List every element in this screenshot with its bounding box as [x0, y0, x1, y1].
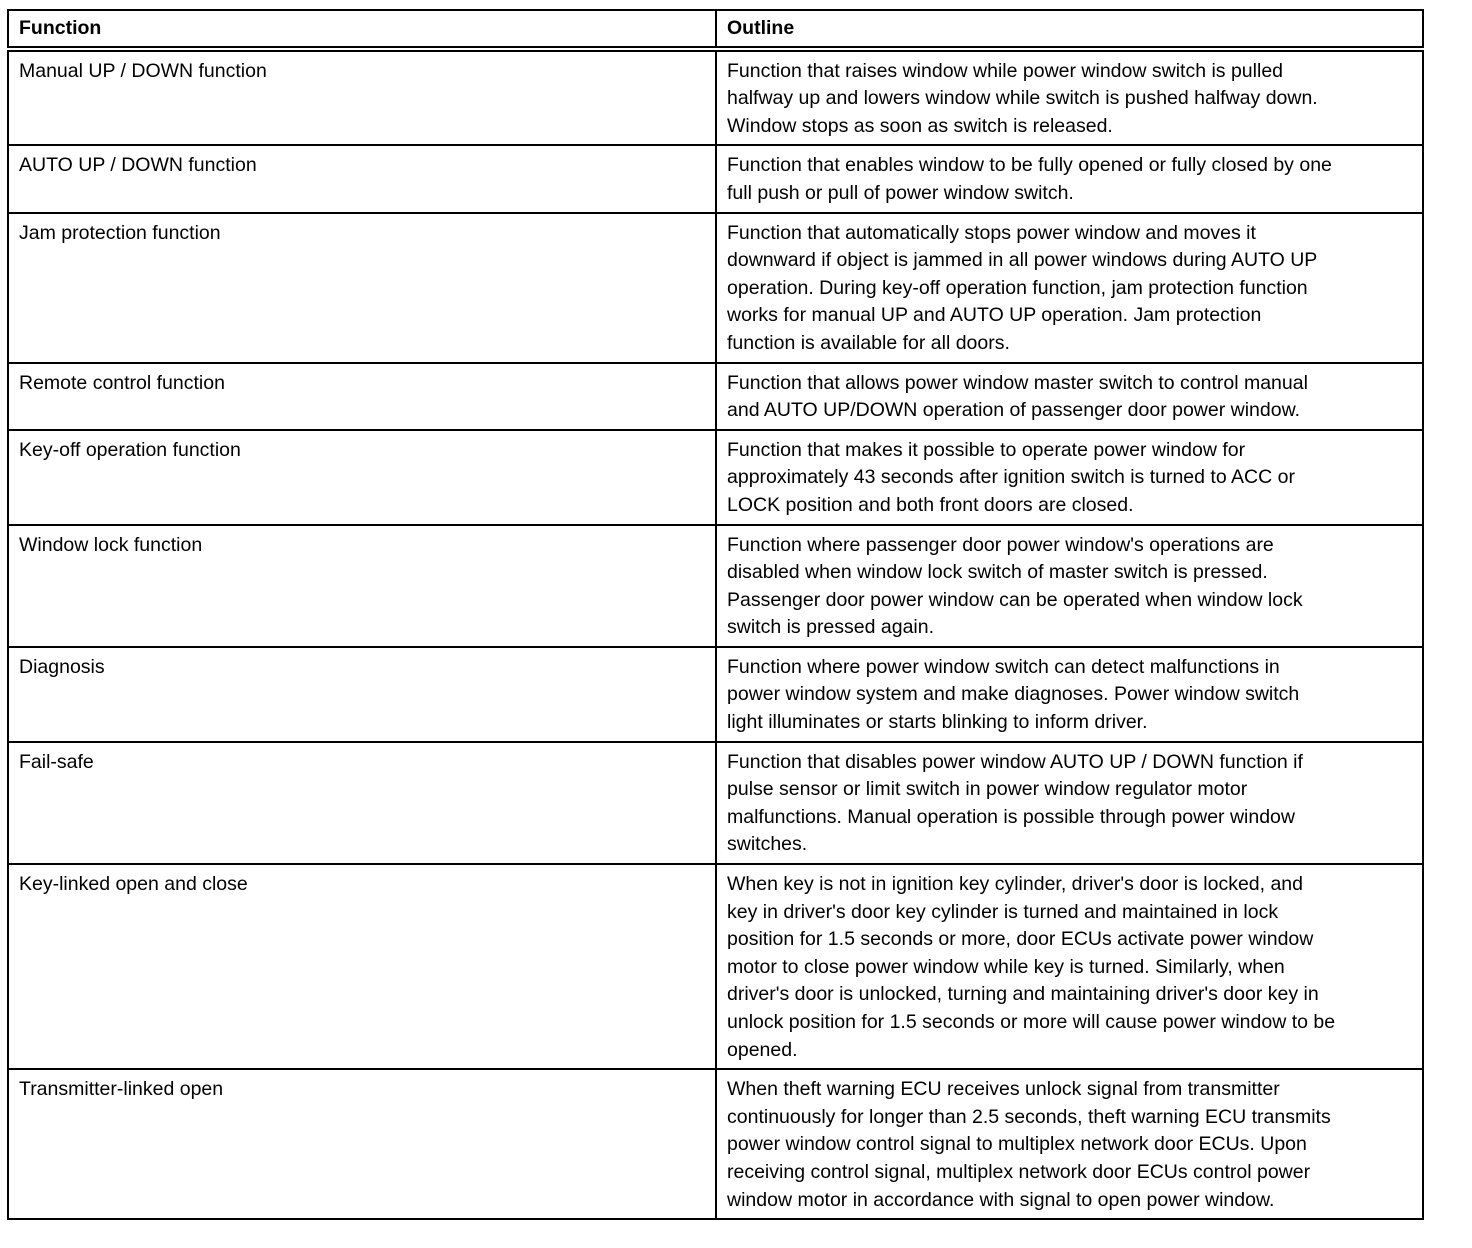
function-cell: Diagnosis [8, 647, 716, 742]
header-outline: Outline [716, 10, 1423, 49]
function-cell: Transmitter-linked open [8, 1069, 716, 1219]
outline-cell: Function that enables window to be fully opened or fully closed by one full push or pull of power window switch. [716, 145, 1423, 212]
function-cell: Remote control function [8, 363, 716, 430]
table-row [8, 145, 1423, 212]
function-cell: Window lock function [8, 525, 716, 647]
outline-cell: When theft warning ECU receives unlock signal from transmitter continuously for longer than 2.5 seconds, theft warning ECU transmits power window control signal to multiplex network door ECUs. Upon receiving control signal, multiplex network door ECUs control power window motor in accordance with signal to open power window. [716, 1069, 1423, 1219]
outline-cell: Function where power window switch can detect malfunctions in power window system and make diagnoses. Power window switch light illuminates or starts blinking to inform driver. [716, 647, 1423, 742]
function-outline-table [7, 9, 1424, 1220]
outline-cell: Function that allows power window master switch to control manual and AUTO UP/DOWN operation of passenger door power window. [716, 363, 1423, 430]
function-cell: Manual UP / DOWN function [8, 49, 716, 146]
function-cell: AUTO UP / DOWN function [8, 145, 716, 212]
function-cell: Key-linked open and close [8, 864, 716, 1069]
outline-cell: Function where passenger door power window's operations are disabled when window lock switch of master switch is pressed. Passenger door power window can be operated when window lock switch is pressed again. [716, 525, 1423, 647]
table-row [8, 1069, 1423, 1219]
outline-cell: Function that makes it possible to operate power window for approximately 43 seconds after ignition switch is turned to ACC or LOCK position and both front doors are closed. [716, 430, 1423, 525]
function-cell: Key-off operation function [8, 430, 716, 525]
function-cell: Fail-safe [8, 742, 716, 864]
table-row [8, 742, 1423, 864]
table-row [8, 49, 1423, 146]
table-row [8, 363, 1423, 430]
function-cell: Jam protection function [8, 213, 716, 363]
table-row [8, 430, 1423, 525]
table-row [8, 213, 1423, 363]
table-row [8, 864, 1423, 1069]
outline-cell: Function that automatically stops power window and moves it downward if object is jammed in all power windows during AUTO UP operation. During key-off operation function, jam protection function works for manual UP and AUTO UP operation. Jam protection function is available for all doors. [716, 213, 1423, 363]
outline-cell: Function that disables power window AUTO UP / DOWN function if pulse sensor or limit switch in power window regulator motor malfunctions. Manual operation is possible through power window switches. [716, 742, 1423, 864]
table-row [8, 647, 1423, 742]
header-function: Function [8, 10, 716, 49]
outline-cell: Function that raises window while power window switch is pulled halfway up and lowers window while switch is pushed halfway down. Window stops as soon as switch is released. [716, 49, 1423, 146]
outline-cell: When key is not in ignition key cylinder, driver's door is locked, and key in driver's door key cylinder is turned and maintained in lock position for 1.5 seconds or more, door ECUs activate power window motor to close power window while key is turned. Similarly, when driver's door is unlocked, turning and maintaining driver's door key in unlock position for 1.5 seconds or more will cause power window to be opened. [716, 864, 1423, 1069]
table-row [8, 525, 1423, 647]
table-header-row [8, 10, 1423, 49]
